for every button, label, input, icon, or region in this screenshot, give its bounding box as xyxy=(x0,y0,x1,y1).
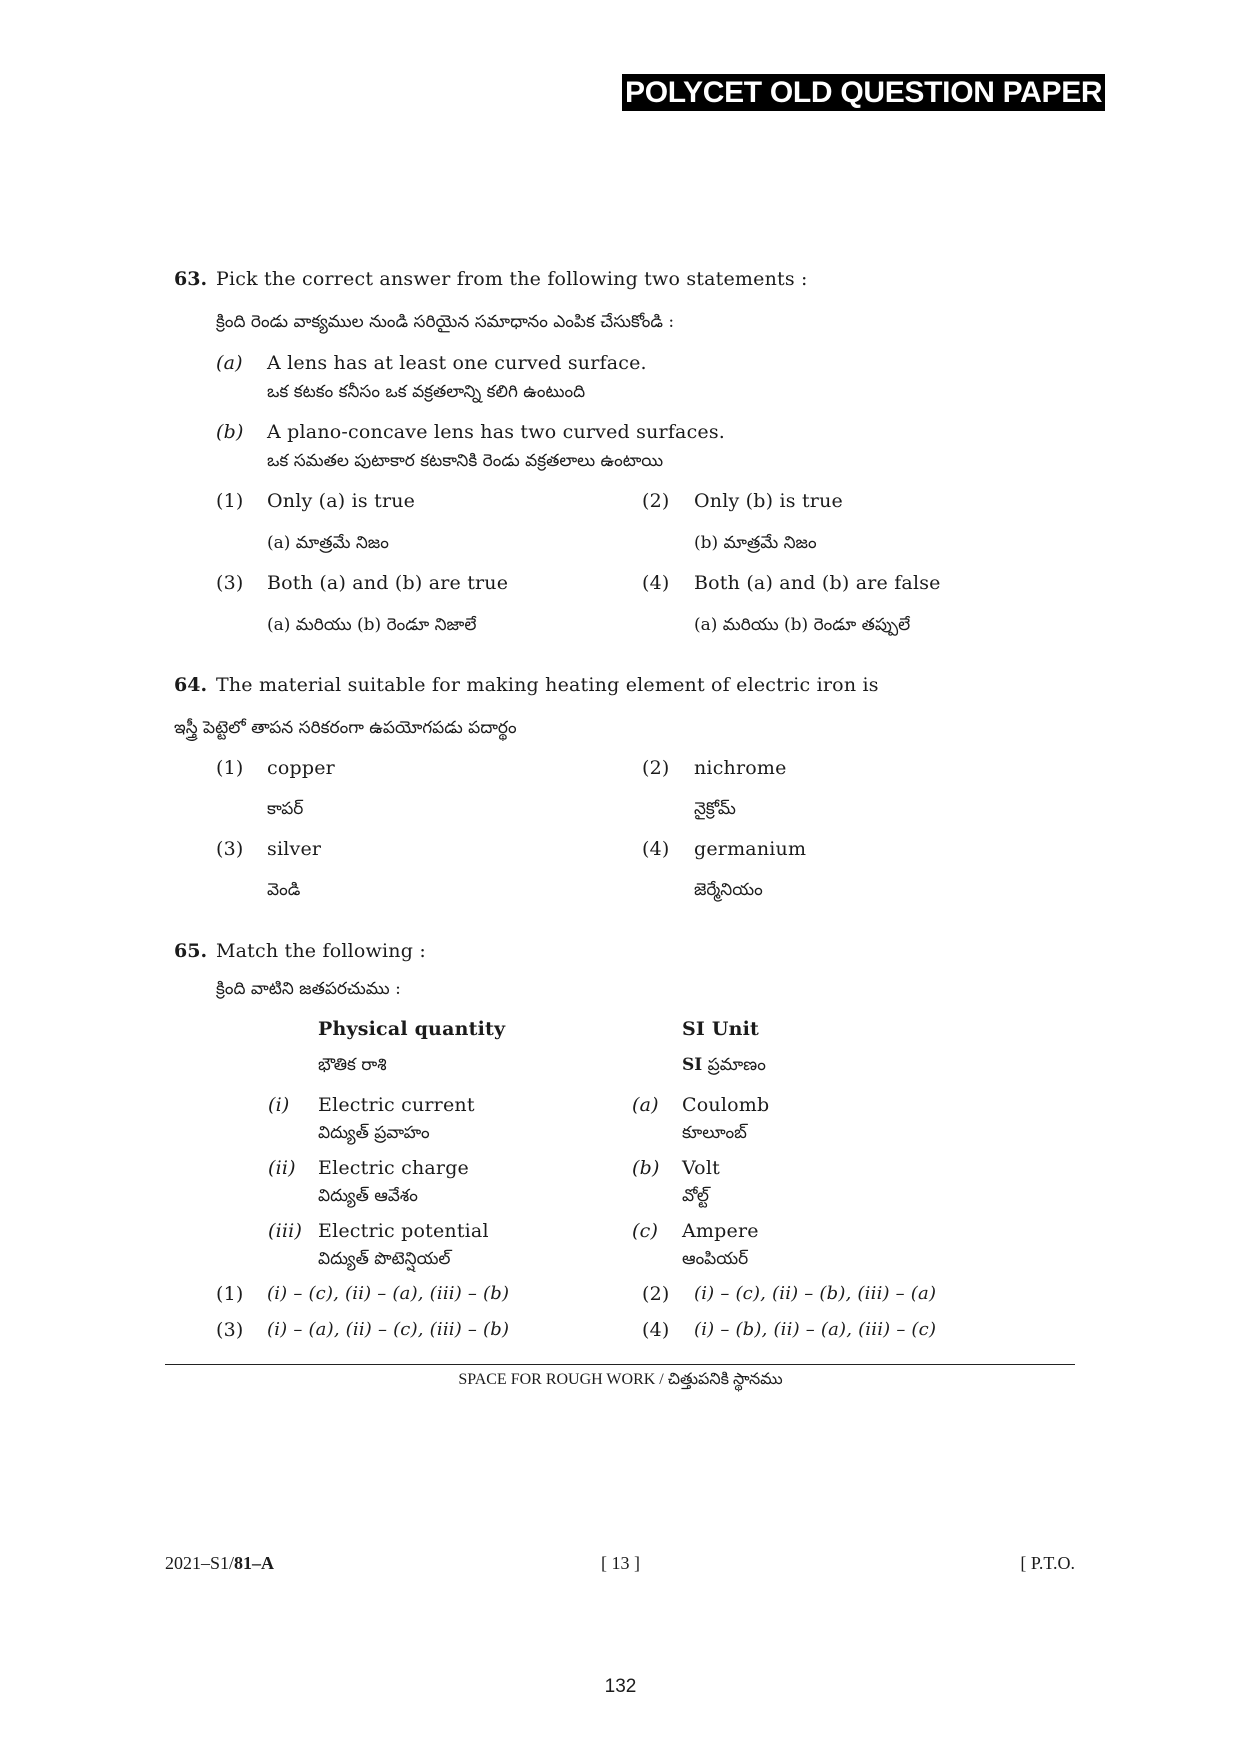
option-text: (i) – (c), (ii) – (b), (iii) – (a) xyxy=(694,1283,937,1304)
option-text-te: నైక్రోమ్ xyxy=(694,799,736,819)
match-left-en: Electric current xyxy=(318,1094,475,1116)
option-number: (1) xyxy=(216,490,244,512)
rough-work-label: SPACE FOR ROUGH WORK / చిత్తుపనికి స్థానము xyxy=(458,1371,783,1388)
match-right-label: (c) xyxy=(632,1220,659,1242)
match-right-label: (a) xyxy=(632,1094,659,1116)
match-right-te: వోల్ట్ xyxy=(682,1186,709,1206)
option-text-en: germanium xyxy=(694,838,807,860)
option-text: (i) – (c), (ii) – (a), (iii) – (b) xyxy=(267,1283,510,1304)
match-right-en: Coulomb xyxy=(682,1094,770,1116)
option-text-te: (a) మరియు (b) రెండూ నిజాలే xyxy=(267,615,477,635)
paper-code-series: 81–A xyxy=(234,1553,275,1573)
question-number: 64. xyxy=(174,674,208,696)
si-prefix: SI xyxy=(682,1055,703,1075)
option-text-te: (a) మాత్రమే నిజం xyxy=(267,533,389,553)
option-number: (3) xyxy=(216,838,244,860)
rough-work-divider xyxy=(165,1364,1075,1365)
option-number: (4) xyxy=(642,1319,670,1341)
match-right-en: Volt xyxy=(682,1157,720,1179)
question-stem-en: The material suitable for making heating element of electric iron is xyxy=(216,674,879,696)
option-number: (2) xyxy=(642,1283,670,1305)
statement-label: (b) xyxy=(216,421,244,443)
match-right-te: కూలూంబ్ xyxy=(682,1123,747,1143)
option-number: (2) xyxy=(642,757,670,779)
option-number: (1) xyxy=(216,757,244,779)
option-number: (4) xyxy=(642,838,670,860)
match-left-te: విద్యుత్ ఆవేశం xyxy=(318,1186,418,1206)
question-stem-en: Pick the correct answer from the following two statements : xyxy=(216,268,808,290)
option-number: (2) xyxy=(642,490,670,512)
match-column-header-unit: SI Unit xyxy=(682,1018,760,1040)
option-text-te: వెండి xyxy=(267,880,301,900)
match-right-en: Ampere xyxy=(682,1220,759,1242)
statement-text-te: ఒక కటకం కనీసం ఒక వక్రతలాన్ని కలిగి ఉంటుంది xyxy=(267,382,586,402)
statement-text-en: A lens has at least one curved surface. xyxy=(267,352,647,374)
match-left-en: Electric potential xyxy=(318,1220,489,1242)
option-text: (i) – (b), (ii) – (a), (iii) – (c) xyxy=(694,1319,937,1340)
option-text-en: Both (a) and (b) are false xyxy=(694,572,941,594)
question-stem-te: క్రింది వాటిని జతపరచుము : xyxy=(216,979,401,999)
statement-label: (a) xyxy=(216,352,243,374)
option-number: (1) xyxy=(216,1283,244,1305)
question-number: 65. xyxy=(174,940,208,962)
match-right-te: ఆంపియర్ xyxy=(682,1249,749,1269)
match-left-label: (i) xyxy=(268,1094,290,1116)
question-number: 63. xyxy=(174,268,208,290)
match-column-header-quantity-te: భౌతిక రాశి xyxy=(318,1055,387,1075)
option-text-te: కాపర్ xyxy=(267,799,304,819)
paper-code-prefix: 2021–S1/ xyxy=(165,1553,235,1573)
question-stem-te: ఇస్త్రీ పెట్టెలో తాపన సరికరంగా ఉపయోగపడు పదార్థం xyxy=(174,718,517,738)
match-left-label: (ii) xyxy=(268,1157,296,1179)
match-left-te: విద్యుత్ ప్రవాహం xyxy=(318,1123,430,1143)
option-text: (i) – (a), (ii) – (c), (iii) – (b) xyxy=(267,1319,510,1340)
option-text-en: Both (a) and (b) are true xyxy=(267,572,509,594)
option-text-en: Only (a) is true xyxy=(267,490,416,512)
match-left-label: (iii) xyxy=(268,1220,303,1242)
si-unit-te: ప్రమాణం xyxy=(707,1055,766,1075)
match-left-en: Electric charge xyxy=(318,1157,470,1179)
option-number: (3) xyxy=(216,1319,244,1341)
sheet-page-number: [ 13 ] xyxy=(601,1553,640,1573)
document-page-number: 132 xyxy=(604,1676,637,1697)
option-text-en: copper xyxy=(267,757,335,779)
pto-label: [ P.T.O. xyxy=(1020,1553,1075,1573)
statement-text-te: ఒక సమతల పుటాకార కటకానికి రెండు వక్రతలాలు ఉంటాయి xyxy=(267,451,664,471)
option-text-te: (a) మరియు (b) రెండూ తప్పులే xyxy=(694,615,911,635)
option-text-te: జెర్మేనియం xyxy=(694,880,763,900)
option-number: (3) xyxy=(216,572,244,594)
option-text-en: silver xyxy=(267,838,322,860)
statement-text-en: A plano-concave lens has two curved surfaces. xyxy=(267,421,726,443)
match-left-te: విద్యుత్ పొటెన్షియల్ xyxy=(318,1249,451,1269)
question-stem-te: క్రింది రెండు వాక్యముల నుండి సరియైన సమాధానం ఎంపిక చేసుకోండి : xyxy=(216,312,675,332)
question-stem-en: Match the following : xyxy=(216,940,426,962)
option-number: (4) xyxy=(642,572,670,594)
option-text-en: nichrome xyxy=(694,757,787,779)
paper-title-banner: POLYCET OLD QUESTION PAPER xyxy=(622,74,1105,111)
option-text-te: (b) మాత్రమే నిజం xyxy=(694,533,817,553)
match-column-header-quantity: Physical quantity xyxy=(318,1018,506,1040)
match-column-header-unit-te xyxy=(682,1055,766,1079)
match-right-label: (b) xyxy=(632,1157,660,1179)
option-text-en: Only (b) is true xyxy=(694,490,843,512)
